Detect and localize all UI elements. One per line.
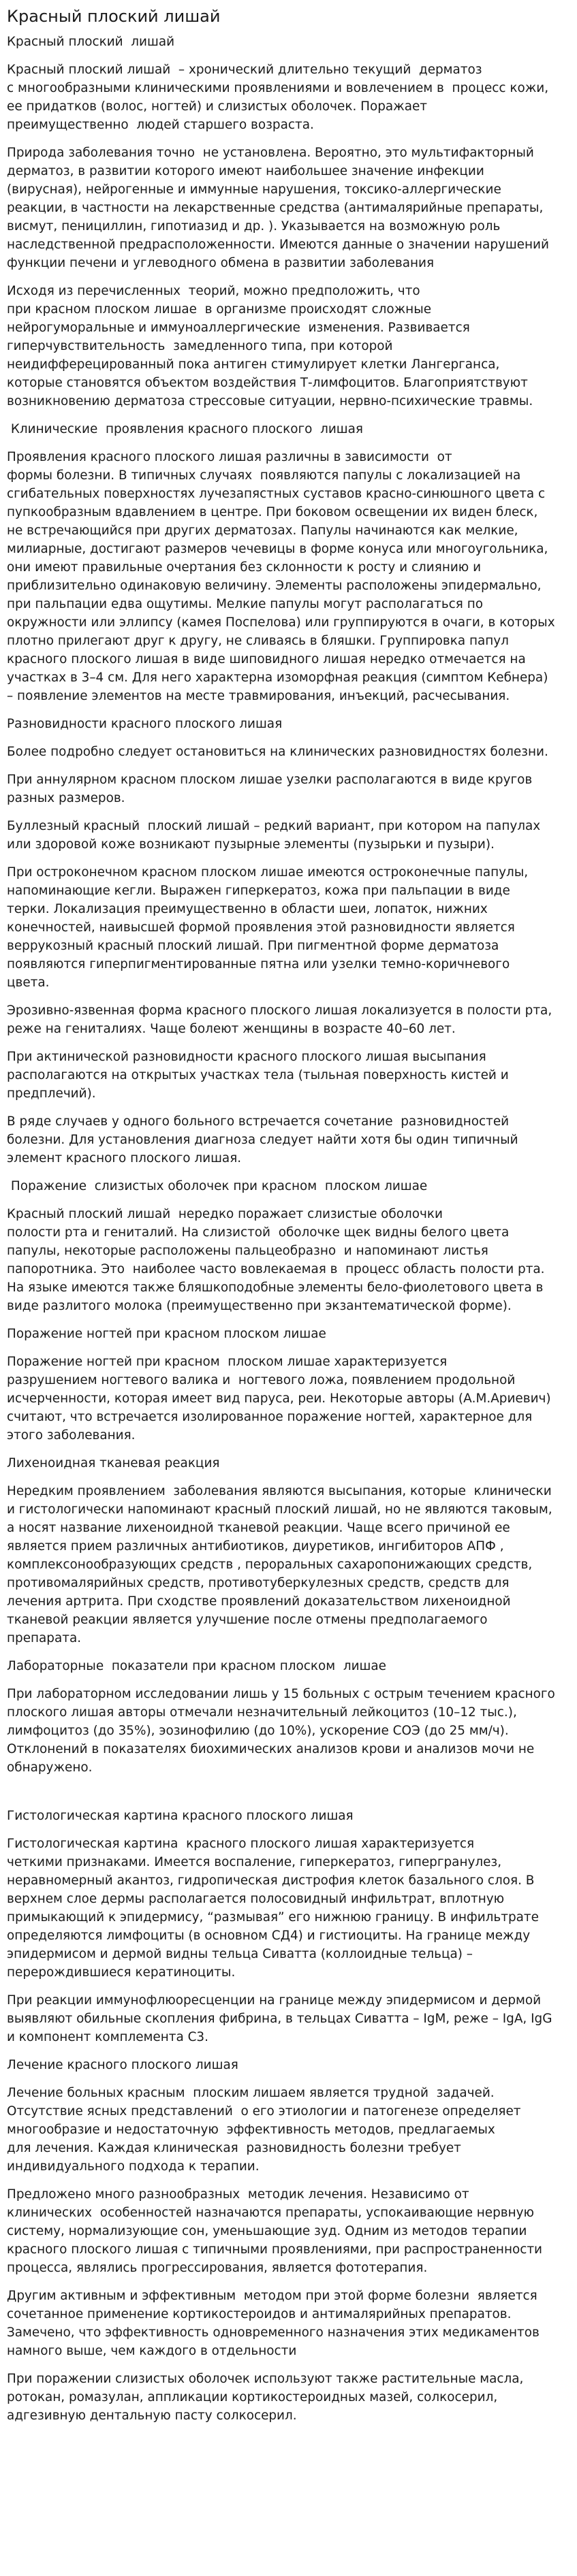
paragraph-treatment-intro: Лечение больных красным плоским лишаем является трудной задачей. Отсутствие ясных представлений о его этиологии и патогенезе определяет многообразие и недостаточную эффективность методов, предлагаемых для лечения. Каждая клиническая разновидность болезни требует индивидуального подхода к терапии. [7,2086,521,2174]
paragraph-erosive: Эрозивно-язвенная форма красного плоского лишая локализуется в полости рта, реже на гениталиях. Чаще болеют женщины в возрасте 40–60 лет. [7,1003,552,1036]
paragraph-treatment-methods: Предложено много разнообразных методик лечения. Независимо от клинических особенностей назначаются препараты, успокаивающие нервную систему, нормализующие сон, уменьшающие зуд. Одним из методов терапии красного плоского лишая с типичными проявлениями, при распространенности процесса, являлись прогрессирования, является фототерапия. [7,2187,543,2275]
section-heading-lab: Лабораторные показатели при красном плоском лишае [7,1659,386,1673]
paragraph-annular: При аннулярном красном плоском лишае узелки располагаются в виде кругов разных размеров. [7,773,533,805]
paragraph-actinic: При актинической разновидности красного плоского лишая высыпания располагаются на открытых участках тела (тыльная поверхность кистей и предплечий). [7,1050,509,1101]
paragraph-mucosa: Красный плоский лишай нередко поражает слизистые оболочки полости рта и гениталий. На слизистой оболочке щек видны белого цвета папулы, некоторые расположены пальцеобразно и напоминают листья папоротника. Это наиболее часто вовлекаемая в процесс область полости рта. На языке имеются также бляшкоподобные элементы бело-фиолетового цвета в виде разлитого молока (преимущественно при экзантематической форме). [7,1207,545,1313]
paragraph-histology: Гистологическая картина красного плоского лишая характеризуется четкими признаками. Имеется воспаление, гиперкератоз, гипергранулез, неравномерный акантоз, гидропическая дистрофия клеток базального слоя. В верхнем слое дермы располагается полосовидный инфильтрат, вплотную примыкающий к эпидермису, “размывая” его нижнюю границу. В инфильтрате определяются лимфоциты (в основном СД4) и гистиоциты. На границе между эпидермисом и дермой видны тельца Сиватта (коллоидные тельца) – перерождившиеся кератиноциты. [7,1837,539,1980]
paragraph-etiology: Природа заболевания точно не установлена. Вероятно, это мультифакторный дерматоз, в развитии которого имеют наибольшее значение инфекции (вирусная), нейрогенные и иммунные нарушения, токсико-аллергические реакции, в частности на лекарственные средства (антималярийные препараты, висмут, пенициллин, гипотиазид и др. ). Указывается на возможную роль наследственной предрасположенности. Имеются данные о значении нарушений функции печени и углеводного обмена в развитии заболевания [7,146,549,270]
paragraph-lichenoid: Нередким проявлением заболевания являются высыпания, которые клинически и гистологически напоминают красный плоский лишай, но не являются таковым, а носят название лихеноидной тканевой реакции. Чаще всего причиной ее является прием различных антибиотиков, диуретиков, ингибиторов АПФ , комплексонообразующих средств , пероральных сахаропонижающих средств, противомалярийных средств, противотуберкулезных средств, средств для лечения артрита. При сходстве проявлений доказательством лихеноидной тканевой реакции является улучшение после отмены предполагаемого препарата. [7,1484,552,1645]
paragraph-nails: Поражение ногтей при красном плоском лишае характеризуется разрушением ногтевого валика и ногтевого ложа, появлением продольной исчерченности, которая имеет вид паруса, реи. Некоторые авторы (А.М.Ариевич) считают, что встречается изолированное поражение ногтей, характерное для этого заболевания. [7,1355,551,1443]
page-title: Красный плоский лишай [7,7,221,26]
paragraph-definition: Красный плоский лишай – хронический длительно текущий дерматоз с многообразными клиническими проявлениями и вовлечением в процесс кожи, ее придатков (волос, ногтей) и слизистых оболочек. Поражает преимущественно людей старшего возраста. [7,63,549,132]
section-heading-varieties: Разновидности красного плоского лишая [7,717,283,731]
paragraph-immunofluorescence: При реакции иммунофлюоресценции на границе между эпидермисом и дермой выявляют обильные скопления фибрина, в тельцах Сиватта – IgM, реже – IgA, IgG и компонент комплемента С3. [7,1993,552,2044]
paragraph-clinical: Проявления красного плоского лишая различны в зависимости от формы болезни. В типичных случаях появляются папулы с локализацией на сгибательных поверхностях лучезапястных суставов красно-синюшного цвета с пупкообразным вдавлением в центре. При боковом освещении их виден блеск, не встречающийся при других дерматозах. Папулы начинаются как мелкие, милиарные, достигают размеров чечевицы в форме конуса или многоугольника, они имеют правильные очертания без склонности к росту и слиянию и приблизительно одинаковую величину. Элементы расположены эпидермально, при пальпации едва ощутимы. Мелкие папулы могут располагаться по окружности или эллипсу (камея Поспелова) или группируются в очаги, в которых плотно прилегают друг к другу, не сливаясь в бляшки. Группировка папул красного плоского лишая в виде шиповидного лишая нередко отмечается на участках в 3–4 см. Для него характерна изоморфная реакция (симптом Кебнера) – появление элементов на месте травмирования, инъекций, расчесывания. [7,450,555,703]
spacer [7,1786,567,1807]
section-heading-histology: Гистологическая картина красного плоского лишая [7,1809,354,1823]
paragraph-combination: В ряде случаев у одного больного встречается сочетание разновидностей болезни. Для установления диагноза следует найти хотя бы один типичный элемент красного плоского лишая. [7,1114,518,1165]
section-heading-mucosa: Поражение слизистых оболочек при красном плоском лишае [7,1179,428,1193]
paragraph-treatment-combined: Другим активным и эффективным методом при этой форме болезни является сочетанное применение кортикостероидов и антималярийных препаратов. Замечено, что эффективность одновременного назначения этих медикаментов намного выше, чем каждого в отдельности [7,2289,540,2358]
paragraph-varieties-intro: Более подробно следует остановиться на клинических разновидностях болезни. [7,745,548,759]
section-heading-treatment: Лечение красного плоского лишая [7,2058,238,2072]
paragraph-pathogenesis: Исходя из перечисленных теорий, можно предположить, что при красном плоском лишае в организме происходят сложные нейрогуморальные и иммуноаллергические изменения. Развивается гиперчувствительность замедленного типа, при которой неидифферецированный пока антиген стимулирует клетки Лангерганса, которые становятся объектом воздействия Т-лимфоцитов. Благоприятствуют возникновению дерматоза стрессовые ситуации, нервно-психические травмы. [7,284,533,408]
section-heading-lichenoid: Лихеноидная тканевая реакция [7,1456,220,1470]
paragraph-acuminate: При остроконечном красном плоском лишае имеются остроконечные папулы, напоминающие кегли. Выражен гиперкератоз, кожа при пальпации в виде терки. Локализация преимущественно в области шеи, лопаток, нижних конечностей, наивысшей формой проявления этой разновидности является веррукозный красный плоский лишай. При пигментной форме дерматоза появляются гиперпигментированные пятна или узелки темно-коричневого цвета. [7,865,529,990]
paragraph-bullous: Буллезный красный плоский лишай – редкий вариант, при котором на папулах или здоровой коже возникают пузырные элементы (пузырьки и пузыри). [7,819,541,852]
paragraph-subtitle: Красный плоский лишай [7,35,175,49]
section-heading-clinical: Клинические проявления красного плоского лишая [7,422,363,436]
section-heading-nails: Поражение ногтей при красном плоском лишае [7,1327,326,1341]
paragraph-treatment-mucosa: При поражении слизистых оболочек используют также растительные масла, ротокан, ромазулан, аппликации кортикостероидных мазей, солкосерил, адгезивную дентальную пасту солкосерил. [7,2372,524,2423]
paragraph-lab: При лабораторном исследовании лишь у 15 больных с острым течением красного плоского лишая авторы отмечали незначительный лейкоцитоз (10–12 тыс.), лимфоцитоз (до 35%), эозинофилию (до 10%), ускорение СОЭ (до 25 мм/ч). Отклонений в показателях биохимических анализов крови и анализов мочи не обнаружено. [7,1687,555,1775]
